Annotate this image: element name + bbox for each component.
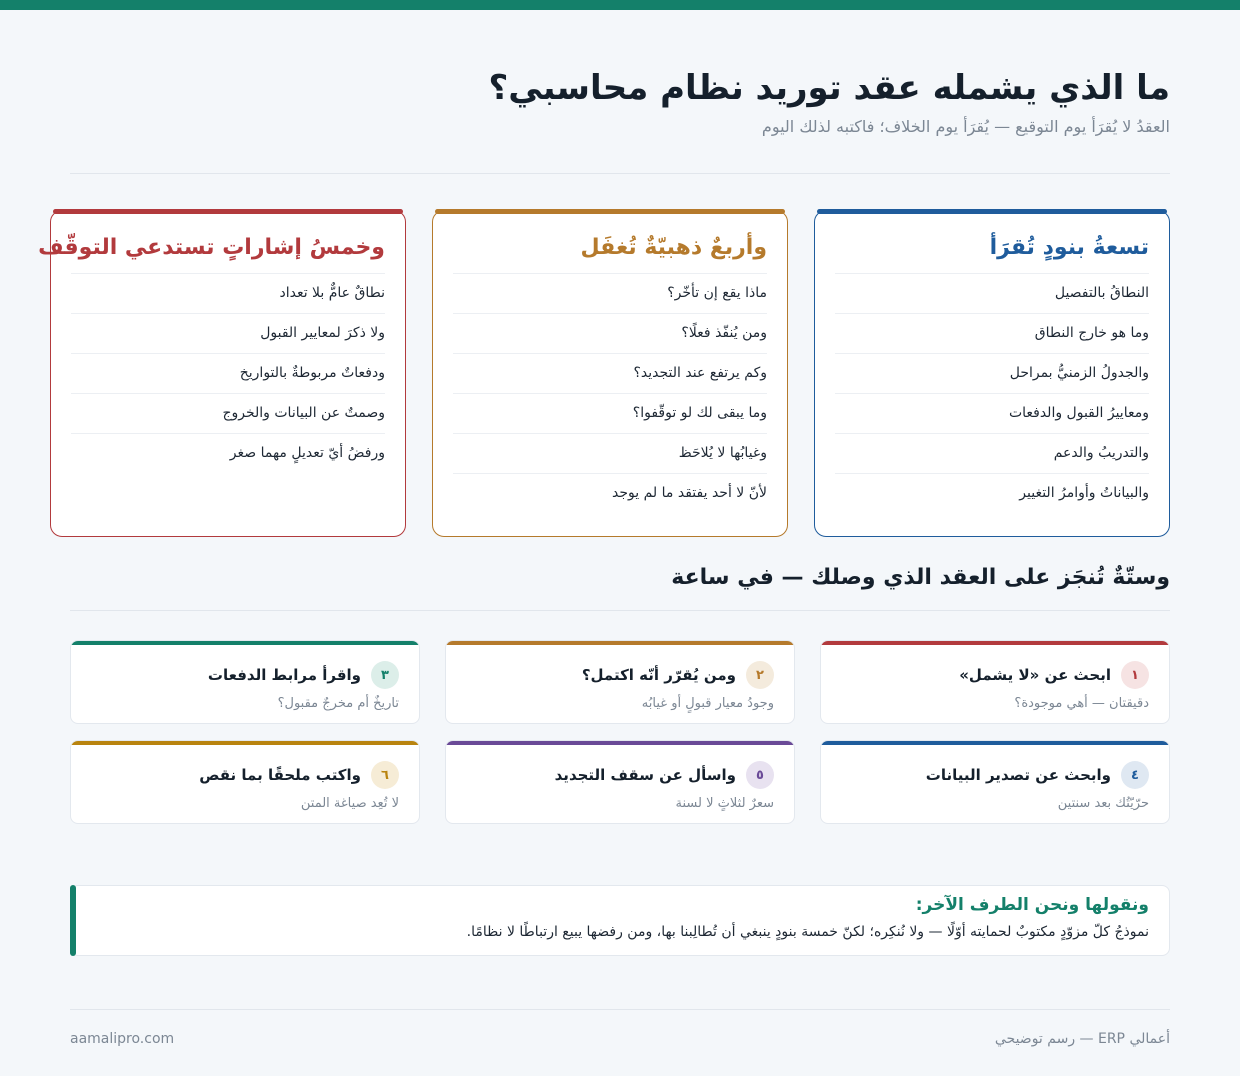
step-card [70, 640, 420, 724]
column-four-golden [432, 210, 788, 537]
step-number-badge: ٤ [1121, 761, 1149, 789]
list-item: ماذا يقع إن تأخّر؟ [453, 274, 767, 314]
list-item: لأنّ لا أحد يفتقد ما لم يوجد [612, 485, 767, 501]
step-subtitle: حرّيّتُك بعد سنتين [1057, 796, 1149, 811]
list-item: ورفضُ أيّ تعديلٍ مهما صغر [229, 445, 385, 461]
step-card [70, 740, 420, 824]
section-title: وستّةٌ تُنجَز على العقد الذي وصلك — في ساعة [671, 565, 1170, 590]
page-header [70, 66, 1170, 138]
list-item: والجدولُ الزمنيُّ بمراحل [835, 354, 1149, 394]
list-item: ومعاييرُ القبول والدفعات [835, 394, 1149, 434]
step-card [445, 740, 795, 824]
header-divider [70, 173, 1170, 174]
step-card [820, 740, 1170, 824]
step-number-badge: ٢ [746, 661, 774, 689]
list-item: وما هو خارج النطاق [835, 314, 1149, 354]
list-item: والتدريبُ والدعم [835, 434, 1149, 474]
page-title: ما الذي يشمله عقد توريد نظام محاسبي؟ [488, 68, 1170, 108]
column-five-warnings [38, 210, 406, 537]
column-title: وأربعٌ ذهبيّةٌ تُغفَل [453, 233, 767, 274]
list-item: والبياناتُ وأوامرُ التغيير [1019, 485, 1149, 501]
step-number-badge: ١ [1121, 661, 1149, 689]
step-number-badge: ٣ [371, 661, 399, 689]
vendor-note-callout [70, 885, 1170, 956]
section-divider [70, 610, 1170, 611]
note-body: نموذجُ كلّ مزوّدٍ مكتوبٌ لحمايته أوّلًا — ولا نُنكِره؛ لكنّ خمسة بنودٍ ينبغي أن تُطالِبنا بها، ومن رفضها يبيع ارتباطًا لا نظامًا. [466, 924, 1149, 940]
footer-caption: أعمالي ERP — رسم توضيحي [994, 1031, 1170, 1047]
step-title: واقرأ مرابط الدفعات [207, 666, 361, 684]
step-number-badge: ٥ [746, 761, 774, 789]
list-item: وغيابُها لا يُلاحَظ [453, 434, 767, 474]
list-item: وصمتٌ عن البيانات والخروج [71, 394, 385, 434]
note-accent-bar [70, 885, 76, 956]
step-subtitle: وجودُ معيار قبولٍ أو غيابُه [641, 696, 774, 711]
step-title: ومن يُقرّر أنّه اكتمل؟ [581, 666, 736, 684]
step-title: ابحث عن «لا يشمل» [959, 666, 1111, 684]
step-title: واسأل عن سقف التجديد [554, 766, 736, 784]
step-title: وابحث عن تصدير البيانات [925, 766, 1111, 784]
step-title: واكتب ملحقًا بما نقص [199, 766, 361, 784]
step-number-badge: ٦ [371, 761, 399, 789]
footer-divider [70, 1009, 1170, 1010]
list-item: النطاقُ بالتفصيل [835, 274, 1149, 314]
step-card [445, 640, 795, 724]
list-item: وما يبقى لك لو توقّفوا؟ [453, 394, 767, 434]
list-item: وكم يرتفع عند التجديد؟ [453, 354, 767, 394]
column-title: تسعةُ بنودٍ تُقرَأ [835, 233, 1149, 274]
top-accent-bar [0, 0, 1240, 10]
step-subtitle: دقيقتان — أهي موجودة؟ [1014, 696, 1149, 711]
step-subtitle: لا تُعِد صياغة المتن [300, 796, 399, 811]
list-item: ودفعاتٌ مربوطةٌ بالتواريخ [71, 354, 385, 394]
step-card [820, 640, 1170, 724]
column-nine-clauses [814, 210, 1170, 537]
step-subtitle: تاريخٌ أم مخرجٌ مقبول؟ [277, 696, 399, 711]
step-subtitle: سعرٌ لثلاثٍ لا لسنة [675, 796, 774, 811]
list-item: ومن يُنفّذ فعلًا؟ [453, 314, 767, 354]
list-item: ولا ذكرَ لمعايير القبول [71, 314, 385, 354]
note-title: ونقولها ونحن الطرف الآخر: [915, 895, 1149, 915]
page-subtitle: العقدُ لا يُقرَأ يوم التوقيع — يُقرَأ يوم الخلاف؛ فاكتبه لذلك اليوم [761, 117, 1170, 136]
footer-site-link[interactable]: aamalipro.com [70, 1031, 175, 1047]
list-item: نطاقٌ عامٌّ بلا تعداد [71, 274, 385, 314]
column-title: وخمسُ إشاراتٍ تستدعي التوقّف [71, 233, 385, 274]
